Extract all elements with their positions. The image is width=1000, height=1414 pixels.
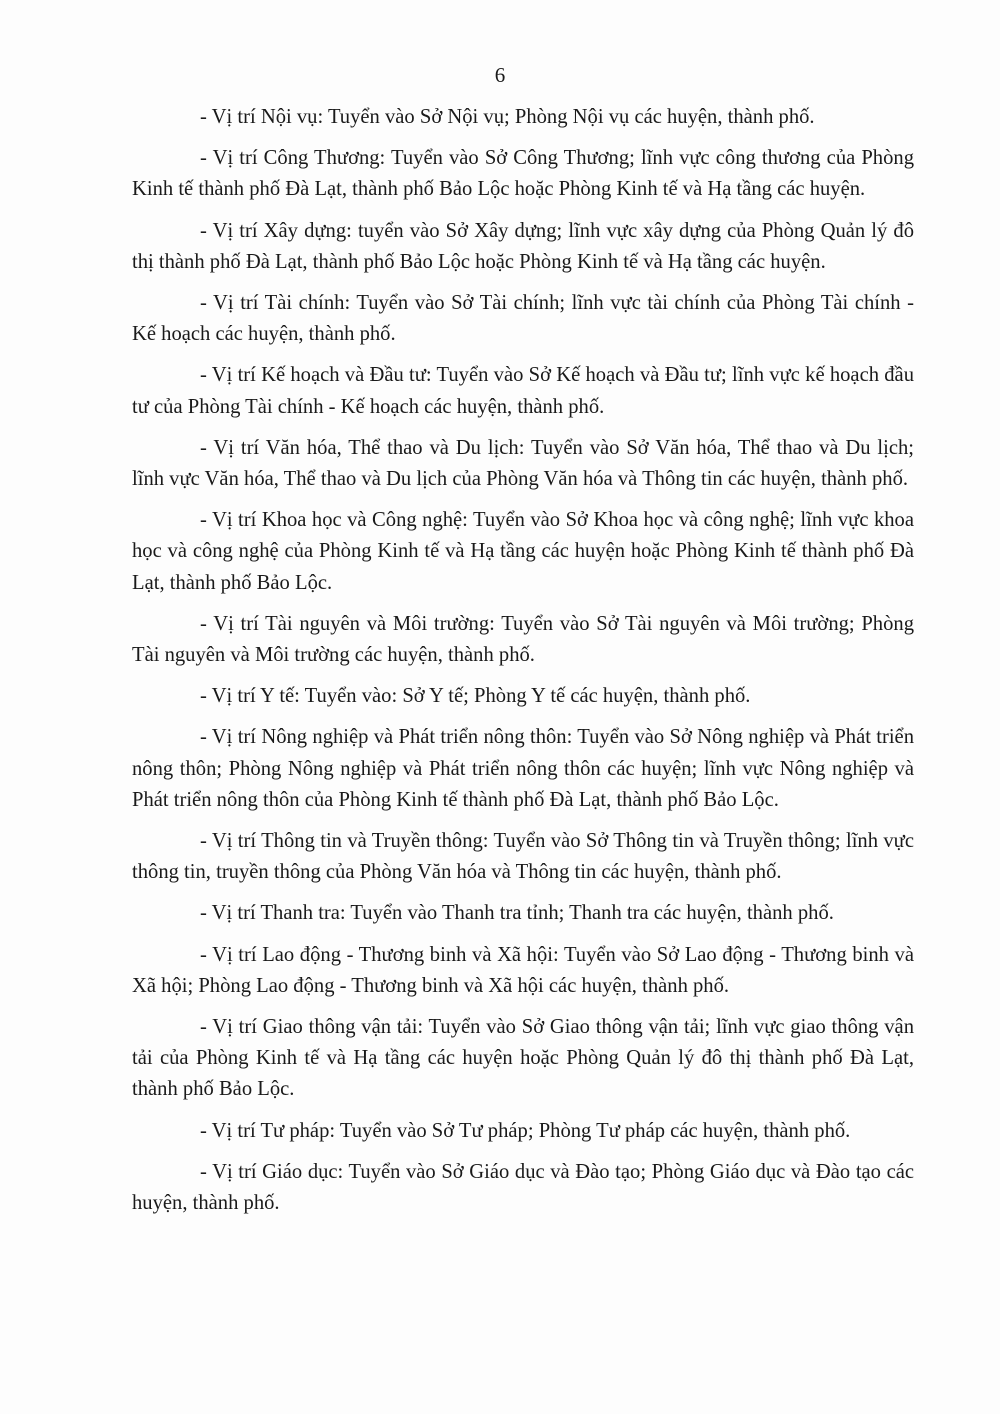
paragraph-giao-thong-van-tai: - Vị trí Giao thông vận tải: Tuyển vào Sở Giao thông vận tải; lĩnh vực giao thông vận tải của Phòng Kinh tế và Hạ tầng các huyện hoặc Phòng Quản lý đô thị thành phố Đà Lạt, thành phố Bảo Lộc. (132, 1016, 914, 1101)
paragraph-khoa-hoc-cong-nghe: - Vị trí Khoa học và Công nghệ: Tuyển vào Sở Khoa học và công nghệ; lĩnh vực khoa học và công nghệ của Phòng Kinh tế và Hạ tầng các huyện hoặc Phòng Kinh tế thành phố Đà Lạt, thành phố Bảo Lộc. (132, 509, 914, 594)
paragraph-cong-thuong: - Vị trí Công Thương: Tuyển vào Sở Công Thương; lĩnh vực công thương của Phòng Kinh tế thành phố Đà Lạt, thành phố Bảo Lộc hoặc Phòng Kinh tế và Hạ tầng các huyện. (132, 147, 914, 201)
page-number: 6 (494, 63, 506, 87)
paragraph-xay-dung: - Vị trí Xây dựng: tuyển vào Sở Xây dựng; lĩnh vực xây dựng của Phòng Quản lý đô thị thành phố Đà Lạt, thành phố Bảo Lộc hoặc Phòng Kinh tế và Hạ tầng các huyện. (132, 219, 914, 273)
paragraph-thong-tin-truyen-thong: - Vị trí Thông tin và Truyền thông: Tuyển vào Sở Thông tin và Truyền thông; lĩnh vực thông tin, truyền thông của Phòng Văn hóa và Thông tin các huyện, thành phố. (132, 830, 914, 884)
paragraph-tu-phap: - Vị trí Tư pháp: Tuyển vào Sở Tư pháp; Phòng Tư pháp các huyện, thành phố. (200, 1119, 851, 1142)
paragraph-tai-chinh: - Vị trí Tài chính: Tuyển vào Sở Tài chính; lĩnh vực tài chính của Phòng Tài chính - Kế hoạch các huyện, thành phố. (132, 292, 914, 346)
paragraph-nong-nghiep: - Vị trí Nông nghiệp và Phát triển nông thôn: Tuyển vào Sở Nông nghiệp và Phát triển nông thôn; Phòng Nông nghiệp và Phát triển nông thôn các huyện; lĩnh vực Nông nghiệp và Phát triển nông thôn của Phòng Kinh tế thành phố Đà Lạt, thành phố Bảo Lộc. (132, 726, 914, 811)
paragraph-ke-hoach-dau-tu: - Vị trí Kế hoạch và Đầu tư: Tuyển vào Sở Kế hoạch và Đầu tư; lĩnh vực kế hoạch đầu tư của Phòng Tài chính - Kế hoạch các huyện, thành phố. (132, 364, 914, 418)
paragraph-giao-duc: - Vị trí Giáo dục: Tuyển vào Sở Giáo dục và Đào tạo; Phòng Giáo dục và Đào tạo các huyện, thành phố. (132, 1160, 914, 1215)
paragraph-noi-vu: - Vị trí Nội vụ: Tuyển vào Sở Nội vụ; Phòng Nội vụ các huyện, thành phố. (200, 106, 815, 128)
paragraph-thanh-tra: - Vị trí Thanh tra: Tuyển vào Thanh tra tỉnh; Thanh tra các huyện, thành phố. (200, 902, 834, 925)
paragraph-lao-dong-thuong-binh: - Vị trí Lao động - Thương binh và Xã hội: Tuyển vào Sở Lao động - Thương binh và Xã hội; Phòng Lao động - Thương binh và Xã hội các huyện, thành phố. (132, 943, 914, 997)
document-body (132, 102, 914, 1229)
paragraph-tai-nguyen-moi-truong: - Vị trí Tài nguyên và Môi trường: Tuyển vào Sở Tài nguyên và Môi trường; Phòng Tài nguyên và Môi trường các huyện, thành phố. (132, 612, 914, 667)
paragraph-van-hoa-the-thao-du-lich: - Vị trí Văn hóa, Thể thao và Du lịch: Tuyển vào Sở Văn hóa, Thể thao và Du lịch; lĩnh vực Văn hóa, Thể thao và Du lịch của Phòng Văn hóa và Thông tin các huyện, thành phố. (132, 436, 914, 491)
paragraph-y-te: - Vị trí Y tế: Tuyển vào: Sở Y tế; Phòng Y tế các huyện, thành phố. (200, 685, 751, 708)
